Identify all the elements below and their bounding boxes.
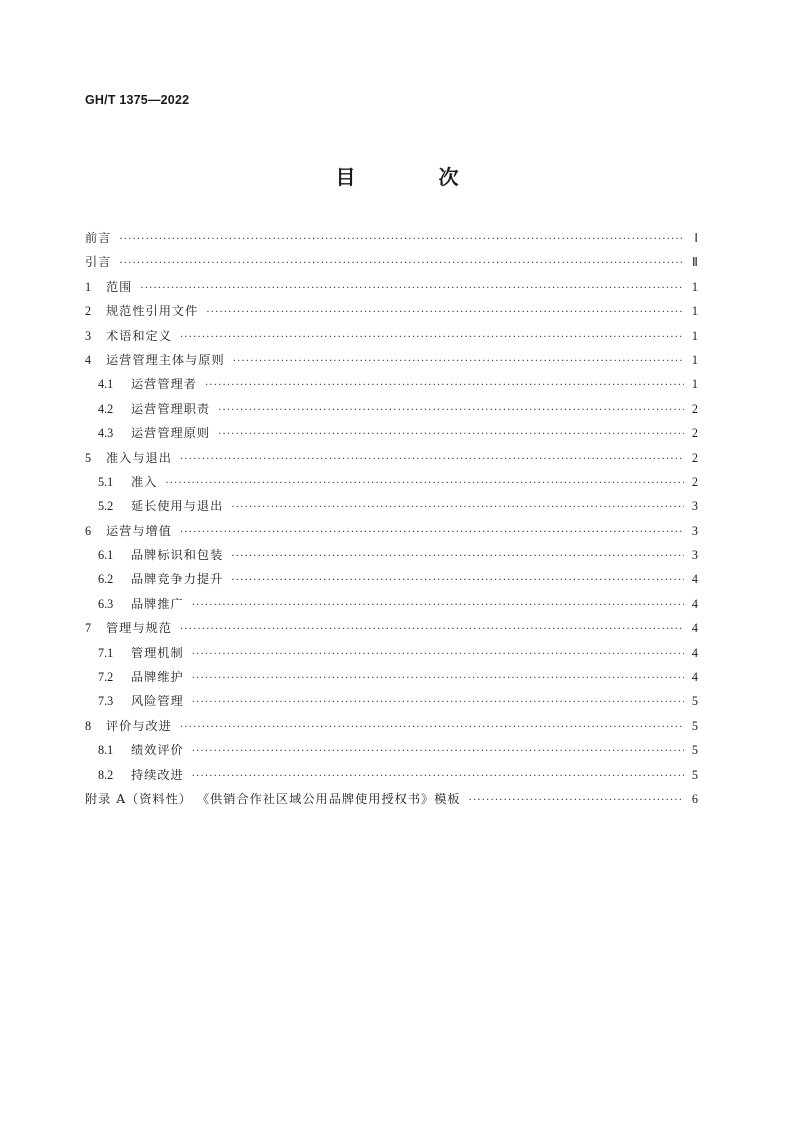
toc-entry-page: 4 xyxy=(691,670,698,685)
toc-entry[interactable] xyxy=(85,738,698,762)
toc-entry-page: 6 xyxy=(691,791,698,806)
toc-entry[interactable] xyxy=(85,299,698,323)
toc-entry-number: 8 xyxy=(85,718,92,733)
toc-entry[interactable] xyxy=(85,470,698,494)
toc-dot-leader xyxy=(192,667,684,691)
toc-title: 目 次 xyxy=(335,165,497,189)
toc-entry-page: 2 xyxy=(691,450,698,465)
toc-dot-leader xyxy=(231,569,684,593)
toc-entry-number: 6.3 xyxy=(98,596,114,611)
toc-entry-number: 6.1 xyxy=(98,548,114,563)
toc-entry-label: 运营管理职责 xyxy=(131,401,211,416)
toc-dot-leader xyxy=(119,252,684,276)
toc-entry-label: 管理机制 xyxy=(131,645,184,660)
toc-entry-label: 绩效评价 xyxy=(131,743,184,758)
toc-entry[interactable] xyxy=(85,592,698,616)
toc-entry-page: 1 xyxy=(691,328,698,343)
toc-dot-leader xyxy=(205,374,684,398)
toc-entry[interactable] xyxy=(85,275,698,299)
toc-entry-page: 1 xyxy=(691,377,698,392)
toc-entry[interactable] xyxy=(85,714,698,738)
toc-entry[interactable] xyxy=(85,665,698,689)
toc-entry-page: 1 xyxy=(691,304,698,319)
toc-dot-leader xyxy=(180,716,684,740)
toc-dot-leader xyxy=(180,618,684,642)
toc-entry-number: 6.2 xyxy=(98,572,114,587)
toc-entry[interactable] xyxy=(85,616,698,640)
toc-entry-number: 7 xyxy=(85,621,92,636)
toc-entry[interactable] xyxy=(85,494,698,518)
toc-dot-leader xyxy=(206,301,684,325)
toc-dot-leader xyxy=(231,496,684,520)
toc-entry[interactable] xyxy=(85,689,698,713)
toc-entry-label: 引言 xyxy=(85,255,112,270)
toc-entry-label: 运营管理原则 xyxy=(131,426,211,441)
toc-entry-page: 1 xyxy=(691,279,698,294)
toc-entry-page: 4 xyxy=(691,645,698,660)
toc-entry[interactable] xyxy=(85,250,698,274)
toc-entry-page: 2 xyxy=(691,426,698,441)
toc-entry-number: 5 xyxy=(85,450,92,465)
toc-entry-label: 评价与改进 xyxy=(106,718,172,733)
toc-entry-label: 品牌推广 xyxy=(131,596,184,611)
toc-entry-number: 8.1 xyxy=(98,743,114,758)
toc-entry-number: 4.1 xyxy=(98,377,114,392)
toc-dot-leader xyxy=(192,594,684,618)
toc-entry[interactable] xyxy=(85,787,698,811)
toc-dot-leader xyxy=(218,423,684,447)
toc-entry-number: 7.1 xyxy=(98,645,114,660)
toc-entry-page: 3 xyxy=(691,499,698,514)
toc-dot-leader xyxy=(231,545,684,569)
toc-dot-leader xyxy=(192,740,684,764)
toc-entry-label: 运营管理主体与原则 xyxy=(106,352,225,367)
toc-entry-page: 1 xyxy=(691,352,698,367)
toc-entry-number: 3 xyxy=(85,328,92,343)
toc-entry-number: 7.3 xyxy=(98,694,114,709)
toc-entry-label: 运营与增值 xyxy=(106,523,172,538)
standard-code: GH/T 1375—2022 xyxy=(85,93,190,107)
toc-entry-page: Ⅱ xyxy=(692,255,698,270)
toc-dot-leader xyxy=(218,399,684,423)
toc-entry-label: 品牌标识和包装 xyxy=(131,548,224,563)
toc-entry-label: 风险管理 xyxy=(131,694,184,709)
toc-entry-number: 2 xyxy=(85,304,92,319)
toc-entry-label: 术语和定义 xyxy=(106,328,172,343)
toc-dot-leader xyxy=(192,765,684,789)
toc-entry-page: 4 xyxy=(691,572,698,587)
toc-entry[interactable] xyxy=(85,446,698,470)
toc-entry-page: 4 xyxy=(691,596,698,611)
toc-entry-page: Ⅰ xyxy=(694,231,698,245)
toc-dot-leader xyxy=(192,691,684,715)
toc-entry-number: 6 xyxy=(85,523,92,538)
toc-entry[interactable] xyxy=(85,519,698,543)
toc-dot-leader xyxy=(233,350,684,374)
toc-dot-leader xyxy=(192,643,684,667)
toc-entry[interactable] xyxy=(85,421,698,445)
toc-entry-label: 规范性引用文件 xyxy=(106,304,199,319)
toc-entry-number: 4.2 xyxy=(98,401,114,416)
toc-entry-label: 附录 A（资料性） 《供销合作社区域公用品牌使用授权书》模板 xyxy=(85,791,461,806)
toc-entry-page: 3 xyxy=(691,548,698,563)
toc-entry-label: 品牌维护 xyxy=(131,670,184,685)
toc-dot-leader xyxy=(180,448,684,472)
toc-entry[interactable] xyxy=(85,567,698,591)
toc-entry-page: 3 xyxy=(691,523,698,538)
toc-entry[interactable] xyxy=(85,543,698,567)
toc-entry-page: 5 xyxy=(691,718,698,733)
toc-dot-leader xyxy=(165,472,684,496)
toc-entry[interactable] xyxy=(85,397,698,421)
toc-entry[interactable] xyxy=(85,641,698,665)
toc-entry-label: 品牌竞争力提升 xyxy=(131,572,224,587)
toc-entry[interactable] xyxy=(85,763,698,787)
toc-entry-page: 5 xyxy=(691,694,698,709)
toc-entry-number: 7.2 xyxy=(98,670,114,685)
toc-entry-page: 2 xyxy=(691,401,698,416)
table-of-contents xyxy=(85,226,698,811)
toc-entry-label: 运营管理者 xyxy=(131,377,197,392)
toc-entry-label: 范围 xyxy=(106,279,133,294)
toc-entry-label: 前言 xyxy=(85,231,112,245)
toc-entry-number: 4.3 xyxy=(98,426,114,441)
toc-entry-page: 5 xyxy=(691,767,698,782)
toc-dot-leader xyxy=(140,277,684,301)
toc-dot-leader xyxy=(119,228,684,252)
toc-entry-number: 8.2 xyxy=(98,767,114,782)
toc-entry[interactable] xyxy=(85,372,698,396)
toc-entry[interactable] xyxy=(85,226,698,250)
toc-entry-page: 2 xyxy=(691,474,698,489)
toc-entry[interactable] xyxy=(85,348,698,372)
toc-entry[interactable] xyxy=(85,324,698,348)
toc-entry-label: 准入与退出 xyxy=(106,450,172,465)
toc-dot-leader xyxy=(180,326,684,350)
toc-entry-label: 延长使用与退出 xyxy=(131,499,224,514)
toc-entry-label: 准入 xyxy=(131,474,158,489)
toc-entry-label: 管理与规范 xyxy=(106,621,172,636)
toc-entry-number: 5.1 xyxy=(98,474,114,489)
toc-entry-label: 持续改进 xyxy=(131,767,184,782)
toc-entry-page: 4 xyxy=(691,621,698,636)
toc-entry-number: 5.2 xyxy=(98,499,114,514)
toc-dot-leader xyxy=(469,789,684,813)
toc-dot-leader xyxy=(180,521,684,545)
toc-entry-page: 5 xyxy=(691,743,698,758)
toc-entry-number: 4 xyxy=(85,352,92,367)
toc-entry-number: 1 xyxy=(85,279,92,294)
